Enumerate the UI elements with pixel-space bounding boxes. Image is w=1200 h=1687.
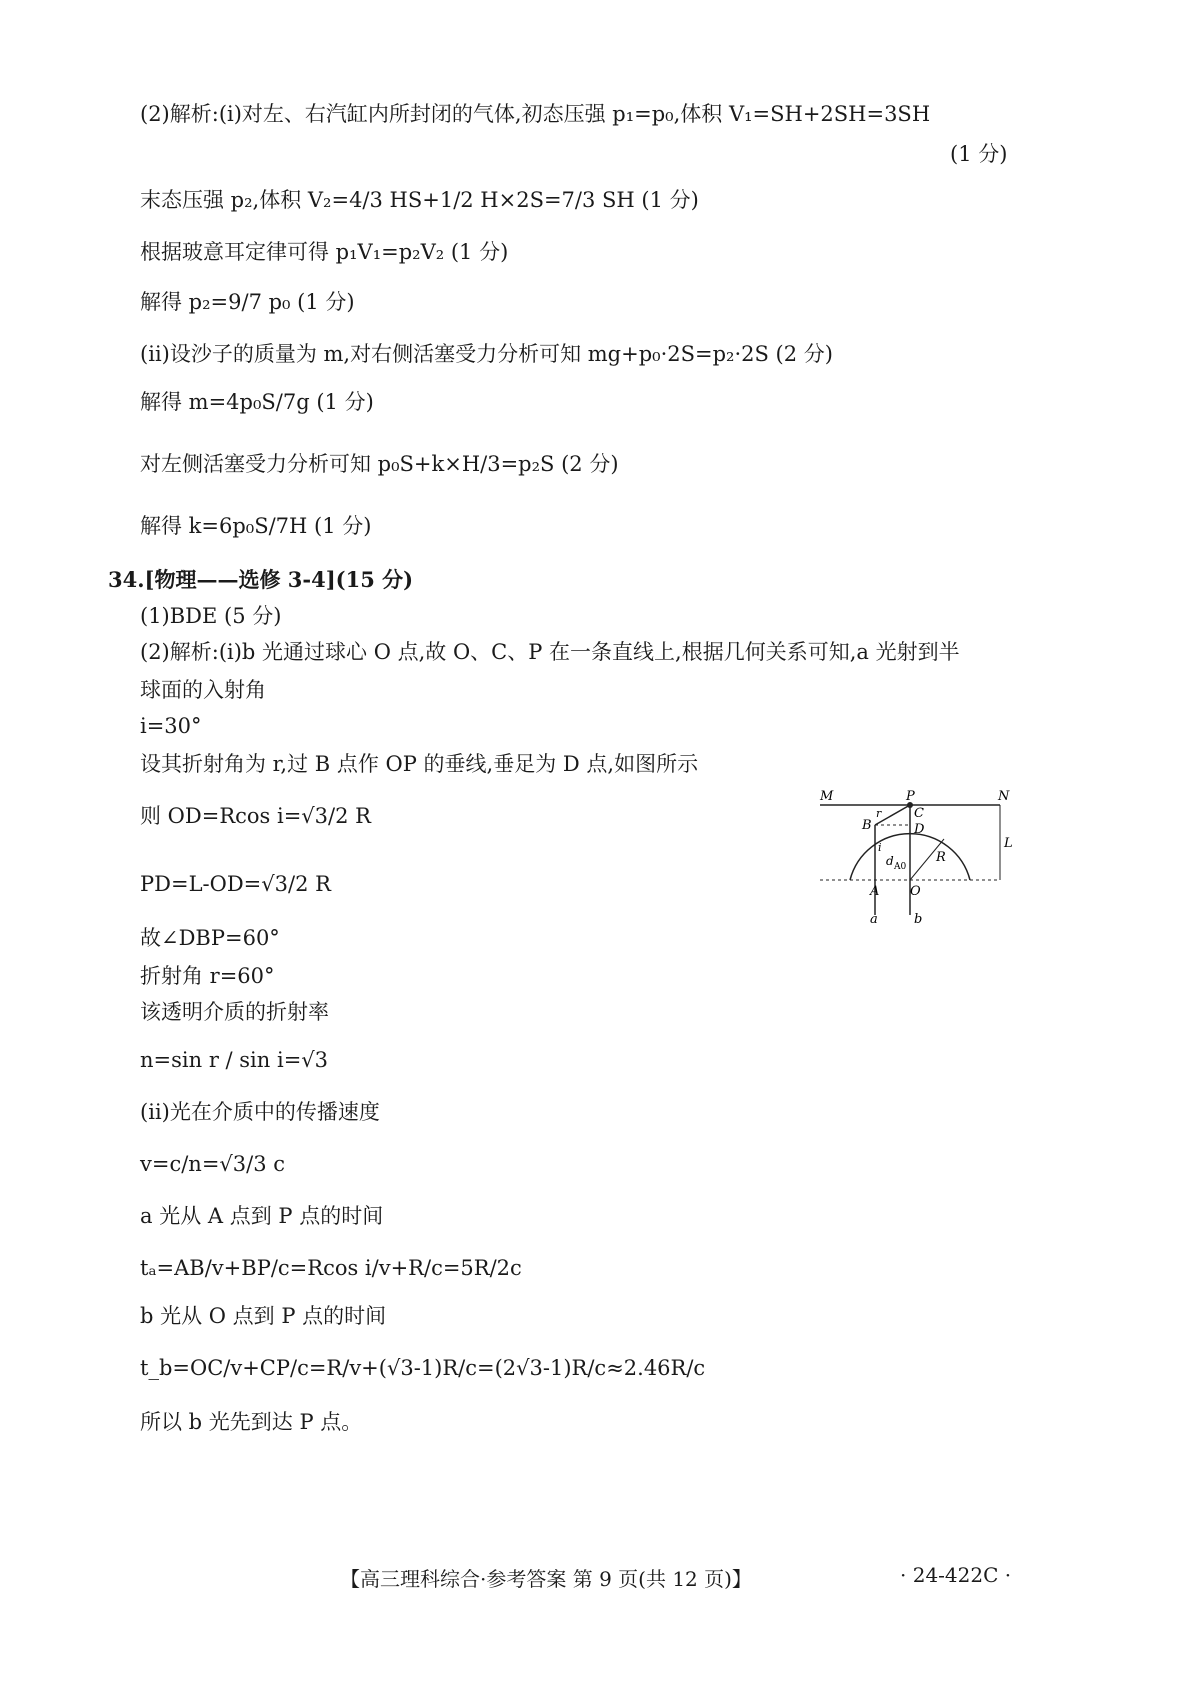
- od-line: 则 OD=Rcos i=√3/2 R: [140, 804, 371, 828]
- label-radius: R: [936, 850, 946, 865]
- ta-formula: tₐ=AB/v+BP/c=Rcos i/v+R/c=5R/2c: [140, 1256, 522, 1280]
- left-piston-line: 对左侧活塞受力分析可知 p₀S+k×H/3=p₂S (2 分): [140, 452, 619, 476]
- refraction-angle-line: 折射角 r=60°: [140, 964, 275, 988]
- q34-title: 34.[物理——选修 3-4](15 分): [108, 567, 414, 592]
- label-l: L: [1004, 836, 1013, 851]
- q34-part2-line2: 球面的入射角: [140, 678, 266, 702]
- label-n: N: [998, 789, 1010, 804]
- label-b-ray: b: [914, 912, 923, 927]
- b-light-title: b 光从 O 点到 P 点的时间: [140, 1304, 387, 1328]
- label-a-ray: a: [870, 912, 878, 927]
- speed-title: (ⅱ)光在介质中的传播速度: [140, 1100, 380, 1124]
- incidence-angle: i=30°: [140, 714, 202, 738]
- label-c: C: [914, 806, 924, 821]
- boyle-line: 根据玻意耳定律可得 p₁V₁=p₂V₂ (1 分): [140, 240, 509, 264]
- m-result-line: 解得 m=4p₀S/7g (1 分): [140, 390, 374, 414]
- q34-part1: (1)BDE (5 分): [140, 604, 282, 628]
- conclusion-line: 所以 b 光先到达 P 点。: [140, 1410, 363, 1434]
- label-b: B: [862, 818, 872, 833]
- index-formula: n=sin r / sin i=√3: [140, 1048, 329, 1072]
- final-state-line: 末态压强 p₂,体积 V₂=4/3 HS+1/2 H×2S=7/3 SH (1 分): [140, 188, 699, 212]
- part2-header: (2)解析:(ⅰ)对左、右汽缸内所封闭的气体,初态压强 p₁=p₀,体积 V₁=SH+2SH=3SH: [140, 102, 931, 126]
- label-i: i: [878, 841, 882, 854]
- tb-formula: t_b=OC/v+CP/c=R/v+(√3-1)R/c=(2√3-1)R/c≈2.46R/c: [140, 1356, 706, 1380]
- label-dist: d: [886, 854, 894, 868]
- label-a-point: A: [870, 884, 880, 899]
- k-result-line: 解得 k=6p₀S/7H (1 分): [140, 514, 372, 538]
- part2-score: (1 分): [950, 142, 1008, 166]
- footer-center: 【高三理科综合·参考答案 第 9 页(共 12 页)】: [340, 1567, 752, 1591]
- optics-diagram: [820, 789, 1040, 975]
- speed-formula: v=c/n=√3/3 c: [140, 1152, 286, 1176]
- label-p: P: [906, 789, 915, 804]
- label-a0: A0: [894, 862, 907, 872]
- label-d: D: [914, 822, 925, 837]
- angle-line: 故∠DBP=60°: [140, 926, 280, 950]
- label-r-angle: r: [876, 807, 882, 820]
- footer-right: · 24-422C ·: [900, 1563, 1012, 1587]
- sand-mass-line: (ⅱ)设沙子的质量为 m,对右侧活塞受力分析可知 mg+p₀·2S=p₂·2S (2 分): [140, 342, 833, 366]
- q34-part2-line1: (2)解析:(ⅰ)b 光通过球心 O 点,故 O、C、P 在一条直线上,根据几何关系可知,a 光射到半: [140, 640, 960, 664]
- p2-result-line: 解得 p₂=9/7 p₀ (1 分): [140, 290, 355, 314]
- refraction-line: 设其折射角为 r,过 B 点作 OP 的垂线,垂足为 D 点,如图所示: [140, 752, 699, 776]
- a-light-title: a 光从 A 点到 P 点的时间: [140, 1204, 384, 1228]
- pd-line: PD=L-OD=√3/2 R: [140, 872, 331, 896]
- label-o: O: [910, 884, 921, 899]
- label-m: M: [820, 789, 834, 804]
- index-title: 该透明介质的折射率: [140, 1000, 329, 1024]
